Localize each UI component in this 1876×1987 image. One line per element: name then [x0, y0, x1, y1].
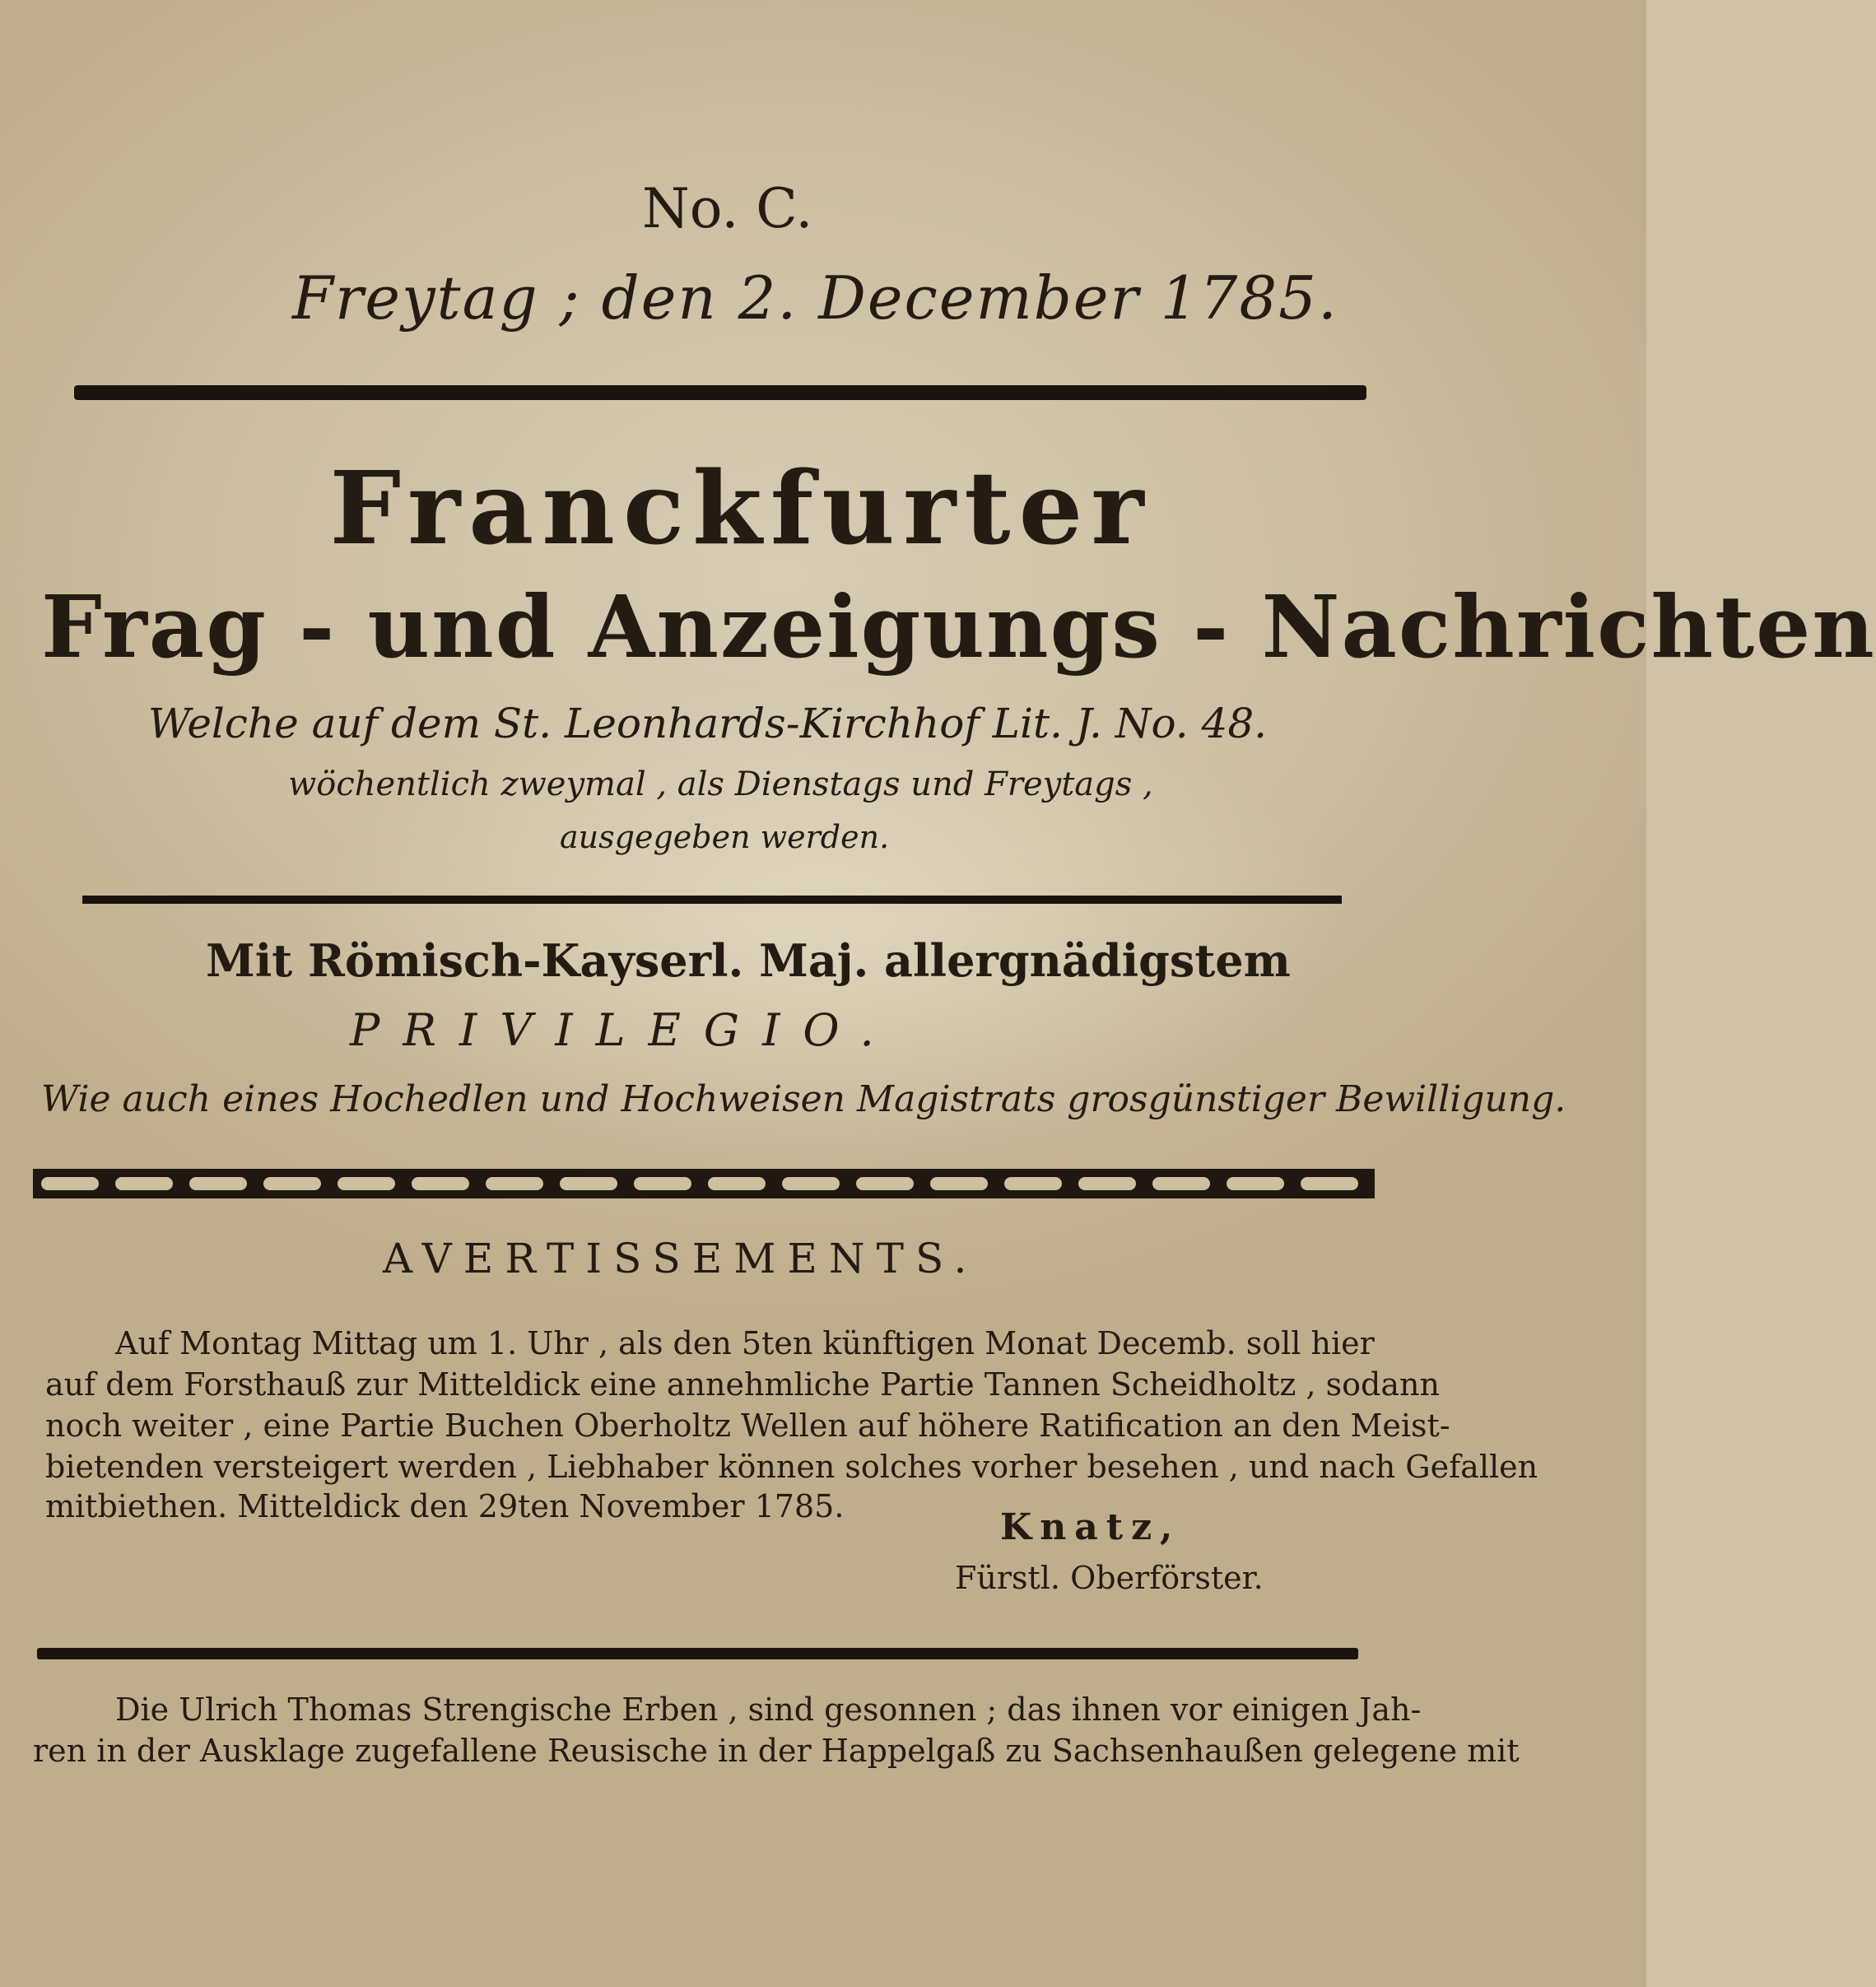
masthead-subtitle-line1: Welche auf dem St. Leonhards-Kirchhof Lit. J. No. 48. — [148, 700, 1268, 747]
advert-line: Die Ulrich Thomas Strengische Erben , sind gesonnen ; das ihnen vor einigen Jah- — [115, 1692, 1422, 1728]
section-heading: AVERTISSEMENTS. — [383, 1235, 979, 1282]
bottom-rule — [37, 1648, 1358, 1659]
top-rule — [74, 385, 1366, 400]
masthead-subtitle-line2: wöchentlich zweymal , als Dienstags und Freytags , — [288, 765, 1153, 803]
issue-number: No. C. — [642, 177, 813, 240]
advert-line: mitbiethen. Mitteldick den 29ten November 1785. — [45, 1488, 845, 1524]
advert-line: ren in der Ausklage zugefallene Reusische in der Happelgaß zu Sachsenhaußen gelegene mit — [33, 1733, 1520, 1769]
privilege-line3: Wie auch eines Hochedlen und Hochweisen Magistrats grosgünstiger Bewilligung. — [41, 1078, 1566, 1120]
ornamental-chain-border — [33, 1167, 1375, 1200]
signature-name: Knatz, — [1000, 1506, 1181, 1548]
middle-rule — [82, 896, 1342, 904]
masthead-title-line2: Frag - und Anzeigungs - Nachrichten — [41, 576, 1876, 677]
signature-title: Fürstl. Oberförster. — [955, 1560, 1264, 1596]
advert-line: Auf Montag Mittag um 1. Uhr , als den 5ten künftigen Monat Decemb. soll hier — [115, 1325, 1375, 1361]
advert-line: noch weiter , eine Partie Buchen Oberholtz Wellen auf höhere Ratification an den Meist- — [45, 1408, 1450, 1444]
privilege-line1: Mit Römisch-Kayserl. Maj. allergnädigstem — [206, 934, 1291, 987]
privilege-line2: PRIVILEGIO. — [350, 1004, 897, 1056]
advert-line: auf dem Forsthauß zur Mitteldick eine annehmliche Partie Tannen Scheidholtz , sodann — [45, 1366, 1440, 1403]
masthead-subtitle-line3: ausgegeben werden. — [560, 819, 890, 855]
masthead-title-line1: Franckfurter — [329, 449, 1152, 567]
advert-line: bietenden versteigert werden , Liebhaber können solches vorher besehen , und nach Gefallen — [45, 1449, 1539, 1485]
issue-date: Freytag ; den 2. December 1785. — [292, 263, 1338, 333]
